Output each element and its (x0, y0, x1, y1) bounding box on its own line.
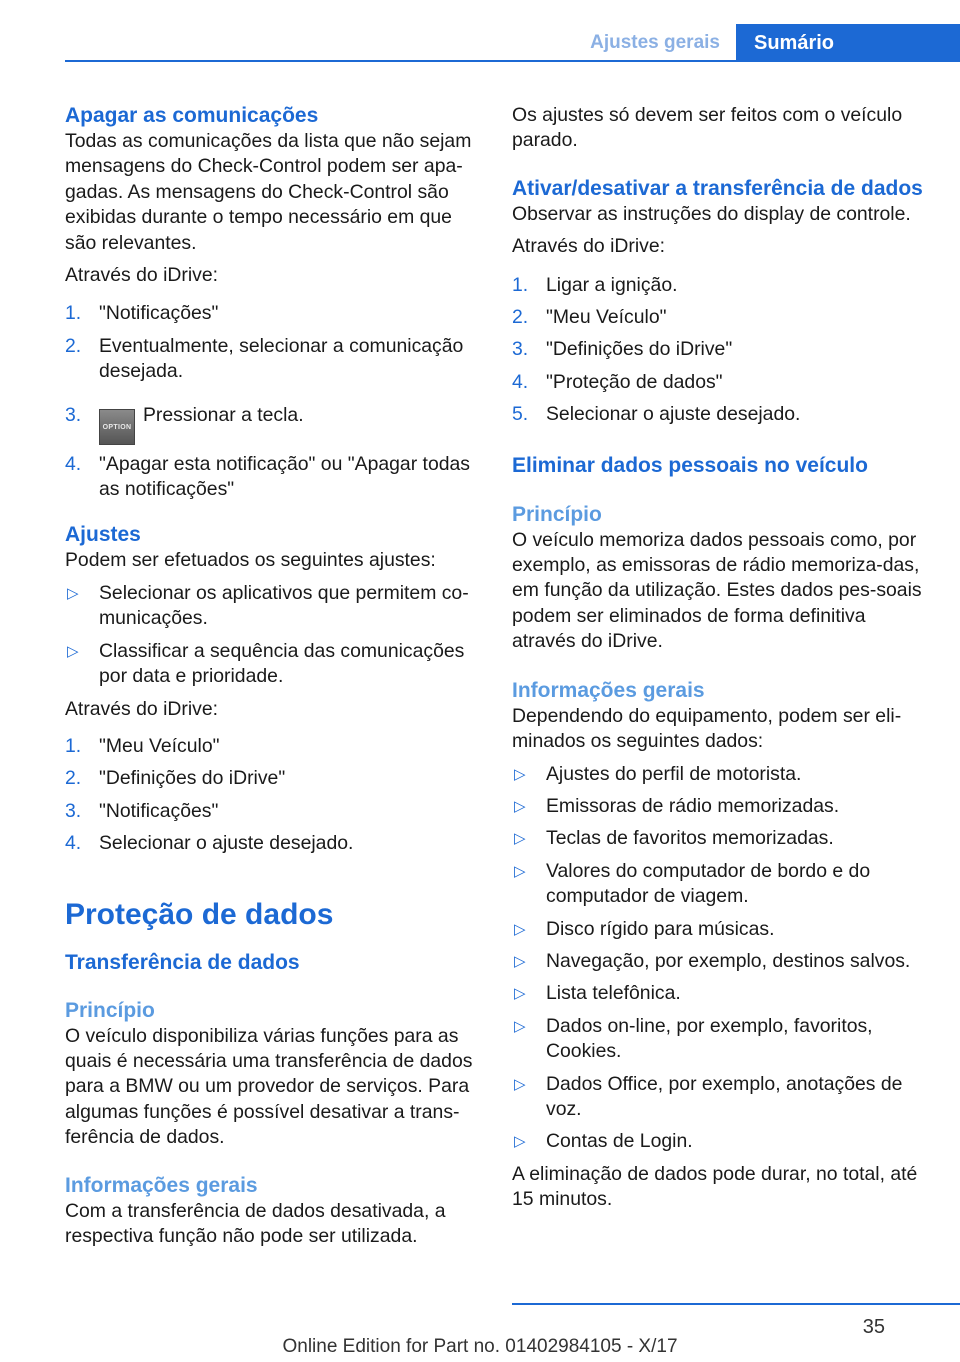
paragraph: A eliminação de dados pode durar, no total, até 15 minutos. (512, 1162, 918, 1211)
heading-apagar: Apagar as comunicações (65, 104, 319, 127)
left-column (65, 103, 483, 1249)
option-key-icon: OPTION (99, 409, 135, 445)
bullet-list (65, 581, 483, 690)
bullet-text: Teclas de favoritos memorizadas. (546, 827, 834, 850)
step-number: 5. (512, 403, 529, 426)
step-number: 3. (65, 403, 82, 426)
list-item (65, 334, 483, 385)
triangle-bullet-icon: ▷ (514, 920, 526, 938)
list-item (512, 337, 930, 362)
page-number: 35 (862, 1316, 885, 1338)
step-number: 1. (65, 302, 82, 325)
bullet-text: Navegação, por exemplo, destinos salvos. (546, 949, 911, 972)
list-item (65, 766, 483, 791)
list-item (65, 799, 483, 824)
step-number: 1. (65, 734, 82, 757)
step-number: 1. (512, 273, 529, 296)
step-text: "Notificações" (99, 799, 219, 822)
list-item (512, 273, 930, 298)
paragraph: Os ajustes só devem ser feitos com o veículo parado. (512, 104, 903, 152)
triangle-bullet-icon: ▷ (67, 584, 79, 602)
subheading-informacoes: Informações gerais (512, 678, 705, 702)
step-text: "Meu Veículo" (546, 306, 667, 329)
list-item (512, 305, 930, 330)
list-item (512, 949, 930, 974)
step-text: Eventualmente, selecionar a comunicação desejada. (99, 334, 464, 383)
paragraph: Com a transferência de dados desativada, a respectiva função não pode ser utilizada. (65, 1199, 446, 1247)
header-section-link[interactable]: Ajustes gerais (590, 32, 720, 53)
subheading-principio: Princípio (65, 998, 155, 1022)
page-header (65, 24, 960, 62)
triangle-bullet-icon: ▷ (514, 765, 526, 783)
list-item (512, 826, 930, 851)
bullet-text: Disco rígido para músicas. (546, 917, 775, 940)
step-text: Selecionar o ajuste desejado. (99, 832, 354, 855)
list-item (512, 1014, 930, 1065)
list-item (512, 402, 930, 427)
bullet-text: Selecionar os aplicativos que permitem co-municações. (99, 581, 469, 630)
list-item (512, 1072, 930, 1123)
list-item (65, 734, 483, 759)
step-number: 2. (65, 767, 82, 790)
paragraph: Através do iDrive: (65, 264, 219, 287)
paragraph: Através do iDrive: (65, 697, 219, 720)
paragraph: Todas as comunicações da lista que não sejam mensagens do Check-Control podem ser apa-gadas. As mensagens do Check-Control são exibidas durante o tempo necessário em que são relevantes. (65, 130, 472, 254)
edition-footer: Online Edition for Part no. 01402984105 - X/17 (282, 1336, 678, 1357)
step-text: "Meu Veículo" (99, 734, 220, 757)
steps-list (65, 734, 483, 857)
paragraph: Através do iDrive: (512, 235, 666, 258)
step-text: Selecionar o ajuste desejado. (546, 403, 801, 426)
triangle-bullet-icon: ▷ (514, 1133, 526, 1151)
subheading-informacoes: Informações gerais (65, 1173, 258, 1197)
bullet-text: Ajustes do perfil de motorista. (546, 762, 802, 785)
step-text: "Notificações" (99, 302, 219, 325)
list-item (65, 831, 483, 856)
paragraph: O veículo memoriza dados pessoais como, por exemplo, as emissoras de rádio memoriza-das, em função da utilização. Estes dados pes-soais podem ser eliminados de forma definitiva através do iDrive. (512, 528, 922, 653)
paragraph: Observar as instruções do display de controle. (512, 202, 911, 225)
step-text: "Proteção de dados" (546, 370, 723, 393)
bullet-text: Contas de Login. (546, 1130, 693, 1153)
triangle-bullet-icon: ▷ (514, 1075, 526, 1093)
step-text: Pressionar a tecla. (143, 403, 304, 426)
list-item (512, 794, 930, 819)
right-column (512, 103, 930, 1213)
bullet-list (512, 762, 930, 1155)
step-number: 2. (512, 306, 529, 329)
triangle-bullet-icon: ▷ (514, 862, 526, 880)
list-item (512, 1129, 930, 1154)
step-number: 3. (65, 799, 82, 822)
list-item (65, 581, 483, 632)
triangle-bullet-icon: ▷ (67, 642, 79, 660)
paragraph: Dependendo do equipamento, podem ser eli-minados os seguintes dados: (512, 704, 902, 753)
step-text: "Definições do iDrive" (546, 338, 733, 361)
list-item (512, 917, 930, 942)
list-item (65, 452, 483, 503)
triangle-bullet-icon: ▷ (514, 797, 526, 815)
triangle-bullet-icon: ▷ (514, 952, 526, 970)
triangle-bullet-icon: ▷ (514, 830, 526, 848)
list-item (65, 301, 483, 326)
step-text: "Definições do iDrive" (99, 767, 286, 790)
header-rule (65, 60, 960, 62)
triangle-bullet-icon: ▷ (514, 985, 526, 1003)
list-item (65, 403, 483, 445)
heading-transferencia: Transferência de dados (65, 950, 300, 974)
steps-list (512, 273, 930, 428)
paragraph: Podem ser efetuados os seguintes ajustes: (65, 549, 436, 572)
bullet-text: Lista telefônica. (546, 982, 681, 1005)
step-number: 4. (65, 832, 82, 855)
list-item (512, 370, 930, 395)
step-number: 4. (512, 370, 529, 393)
list-item (512, 859, 930, 910)
heading-ativar: Ativar/desativar a transferência de dados (512, 176, 923, 200)
footer-rule (512, 1303, 960, 1305)
list-item (512, 762, 930, 787)
bullet-text: Classificar a sequência das comunicações por data e prioridade. (99, 639, 465, 688)
steps-list (65, 301, 483, 502)
heading-protecao: Proteção de dados (65, 897, 334, 931)
step-number: 4. (65, 452, 82, 475)
bullet-text: Emissoras de rádio memorizadas. (546, 794, 840, 817)
step-text: "Apagar esta notificação" ou "Apagar todas as notificações" (99, 452, 470, 501)
list-item (65, 639, 483, 690)
heading-eliminar: Eliminar dados pessoais no veículo (512, 453, 868, 477)
step-text: Ligar a ignição. (546, 273, 678, 296)
triangle-bullet-icon: ▷ (514, 1017, 526, 1035)
header-summary-tab[interactable]: Sumário (736, 24, 960, 62)
list-item (512, 981, 930, 1006)
step-number: 2. (65, 334, 82, 357)
bullet-text: Dados Office, por exemplo, anotações de voz. (546, 1072, 903, 1120)
subheading-principio: Princípio (512, 502, 602, 526)
paragraph: O veículo disponibiliza várias funções para as quais é necessária uma transferência de dados para a BMW ou um provedor de serviços. Para algumas funções é possível desativar a trans-ferência de dados. (65, 1024, 473, 1149)
heading-ajustes: Ajustes (65, 523, 141, 547)
bullet-text: Dados on-line, por exemplo, favoritos, Cookies. (546, 1014, 873, 1063)
bullet-text: Valores do computador de bordo e do computador de viagem. (546, 859, 871, 908)
step-number: 3. (512, 338, 529, 361)
